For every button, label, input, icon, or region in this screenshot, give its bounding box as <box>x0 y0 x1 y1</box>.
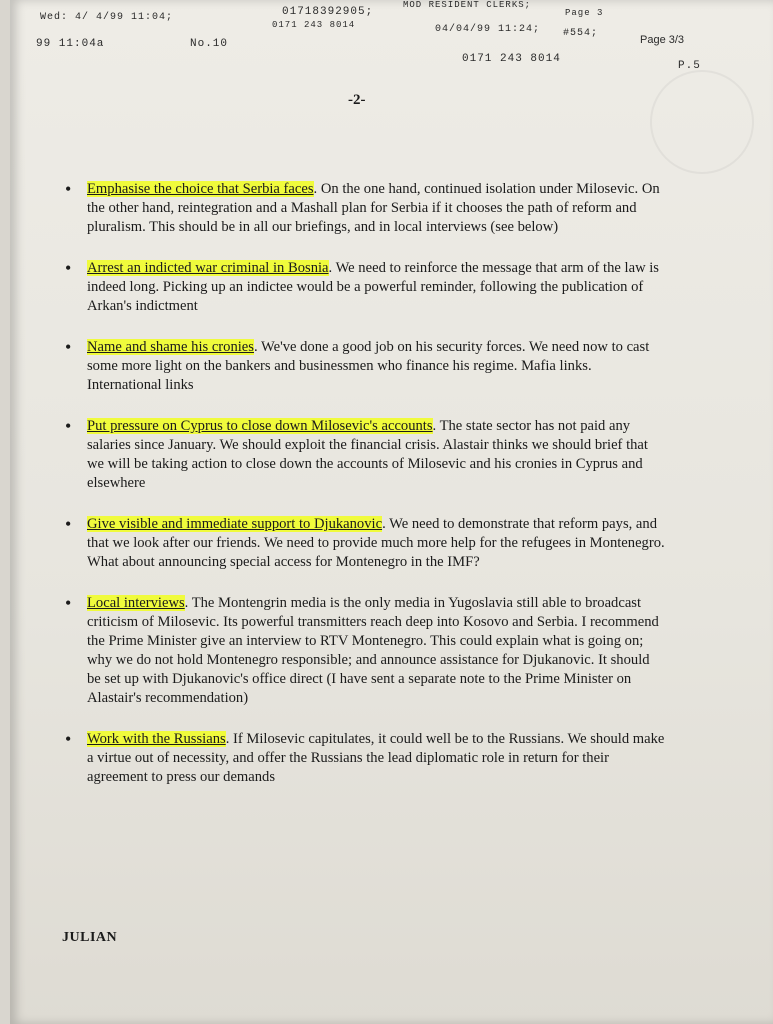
fax-header-line3-no: No.10 <box>190 38 229 50</box>
bullet-item <box>65 338 665 395</box>
document-page <box>10 0 773 1024</box>
signature: JULIAN <box>62 930 118 945</box>
fax-header-line1-center: 01718392905; <box>282 6 374 18</box>
bullet-highlight: Name and shame his cronies <box>87 339 254 355</box>
page-number: -2- <box>348 92 366 108</box>
bullet-highlight: Local interviews <box>87 595 185 611</box>
bullet-text: . We've done a good job on his security forces. We need now to cast some more light on the bankers and businessmen who finance his regime. Mafia links. International links <box>87 339 650 393</box>
bullet-item <box>65 417 665 493</box>
bullet-item <box>65 259 665 316</box>
fax-header-line1-page: Page 3 <box>565 8 604 18</box>
bullet-item <box>65 594 665 708</box>
fax-header-line1-left: Wed: 4/ 4/99 11:04; <box>40 12 174 23</box>
fax-header-line3-left: 99 11:04a <box>36 38 105 50</box>
bullet-text: . We need to reinforce the message that arm of the law is indeed long. Picking up an indictee would be a powerful reminder, following the publication of Arkan's indictment <box>87 260 659 314</box>
fax-header-line2-page: Page 3/3 <box>640 34 685 46</box>
fax-header-line2-center: 0171 243 8014 <box>272 20 356 30</box>
bullet-text: . The state sector has not paid any salaries since January. We should exploit the financial crisis. Alastair thinks we should brief that we will be taking action to close down the accounts of Milosevic and his cronies in Cyprus and elsewhere <box>87 418 648 491</box>
bullet-highlight: Give visible and immediate support to Djukanovic <box>87 516 383 532</box>
bullet-highlight: Put pressure on Cyprus to close down Milosevic's accounts <box>87 418 433 434</box>
bullet-item <box>65 180 665 237</box>
bullet-item <box>65 730 665 787</box>
bullet-text: . On the one hand, continued isolation under Milosevic. On the other hand, reintegration and a Mashall plan for Serbia if it chooses the path of reform and pluralism. This should be in all our briefings, and in local interviews (see below) <box>87 181 660 235</box>
bullet-text: . We need to demonstrate that reform pays, and that we look after our friends. We need to provide much more help for the refugees in Montenegro. What about announcing special access for Montenegro in the IMF? <box>87 516 665 570</box>
bullet-list <box>65 180 665 809</box>
fax-header-line2-ref: #554; <box>563 28 599 39</box>
bullet-highlight: Emphasise the choice that Serbia faces <box>87 181 314 197</box>
fax-header-line2-date: 04/04/99 11:24; <box>435 24 541 35</box>
fax-header-line3-number: 0171 243 8014 <box>462 53 561 65</box>
bullet-text: . If Milosevic capitulates, it could well be to the Russians. We should make a virtue out of necessity, and offer the Russians the lead diplomatic role in return for their agreement to press our demands <box>87 731 665 785</box>
bullet-item <box>65 515 665 572</box>
fax-header-line3-page: P.5 <box>678 60 701 72</box>
bullet-highlight: Arrest an indicted war criminal in Bosnia <box>87 260 329 276</box>
bullet-highlight: Work with the Russians <box>87 731 226 747</box>
faint-stamp-mark <box>650 70 754 174</box>
fax-header-resident: MOD RESIDENT CLERKS; <box>403 0 532 10</box>
bullet-text: . The Montengrin media is the only media in Yugoslavia still able to broadcast criticism of Milosevic. Its powerful transmitters reach deep into Kosovo and Serbia. I recommend the Prime Minister give an interview to RTV Montenegro. This could explain what is going on; why we do not hold Montenegro responsible; and announce assistance for Djukanovic. It should be set up with Djukanovic's office direct (I have sent a separate note to the Prime Minister on Alastair's recommendation) <box>87 595 659 706</box>
